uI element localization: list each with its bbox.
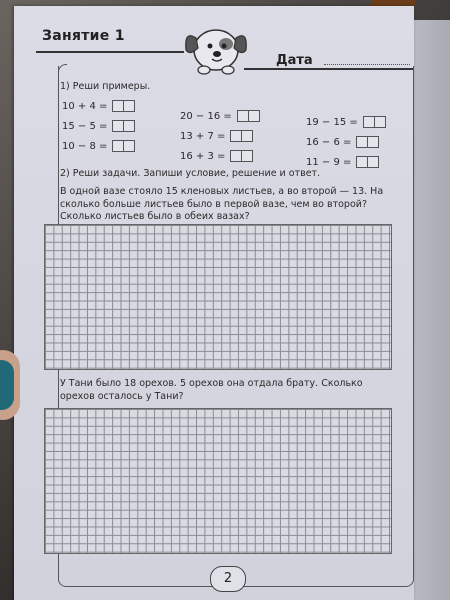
answer-box[interactable] — [230, 150, 253, 162]
example-text: 11 − 9 = — [306, 156, 352, 168]
example-text: 10 − 8 = — [62, 140, 108, 152]
date-label: Дата — [276, 53, 313, 68]
page-number: 2 — [210, 566, 246, 592]
example — [62, 120, 135, 132]
answer-box[interactable] — [230, 130, 253, 142]
task1-heading: 1) Реши примеры. — [60, 81, 151, 92]
thumb-nail — [0, 360, 14, 410]
example-text: 19 − 15 = — [306, 116, 358, 128]
example — [62, 100, 135, 112]
example — [180, 150, 253, 162]
answer-box[interactable] — [356, 136, 379, 148]
title-underline — [36, 51, 184, 53]
example-text: 15 − 5 = — [62, 120, 108, 132]
answer-grid-1[interactable] — [44, 224, 392, 370]
example-text: 13 + 7 = — [180, 130, 226, 142]
example-text: 16 − 6 = — [306, 136, 352, 148]
answer-grid-2[interactable] — [44, 408, 392, 554]
answer-box[interactable] — [356, 156, 379, 168]
example — [180, 110, 260, 122]
answer-box[interactable] — [112, 120, 135, 132]
answer-box[interactable] — [237, 110, 260, 122]
example-text: 16 + 3 = — [180, 150, 226, 162]
example — [180, 130, 253, 142]
answer-box[interactable] — [112, 100, 135, 112]
workbook-page — [14, 6, 414, 600]
example — [306, 136, 379, 148]
lesson-title: Занятие 1 — [42, 28, 125, 44]
date-field[interactable] — [324, 64, 410, 65]
answer-box[interactable] — [112, 140, 135, 152]
example — [306, 156, 379, 168]
example — [62, 140, 135, 152]
example — [306, 116, 386, 128]
example-text: 10 + 4 = — [62, 100, 108, 112]
task2-heading: 2) Реши задачи. Запиши условие, решение и ответ. — [60, 168, 321, 179]
problem2-text: У Тани было 18 орехов. 5 орехов она отдала брату. Сколько орехов осталось у Тани? — [60, 378, 363, 402]
example-text: 20 − 16 = — [180, 110, 232, 122]
answer-box[interactable] — [363, 116, 386, 128]
problem1-text: В одной вазе стояло 15 кленовых листьев, а во второй — 13. На сколько больше листьев было в первой вазе, чем во второй? Сколько листьев было в обеих вазах? — [60, 186, 384, 222]
facing-page — [408, 20, 450, 600]
